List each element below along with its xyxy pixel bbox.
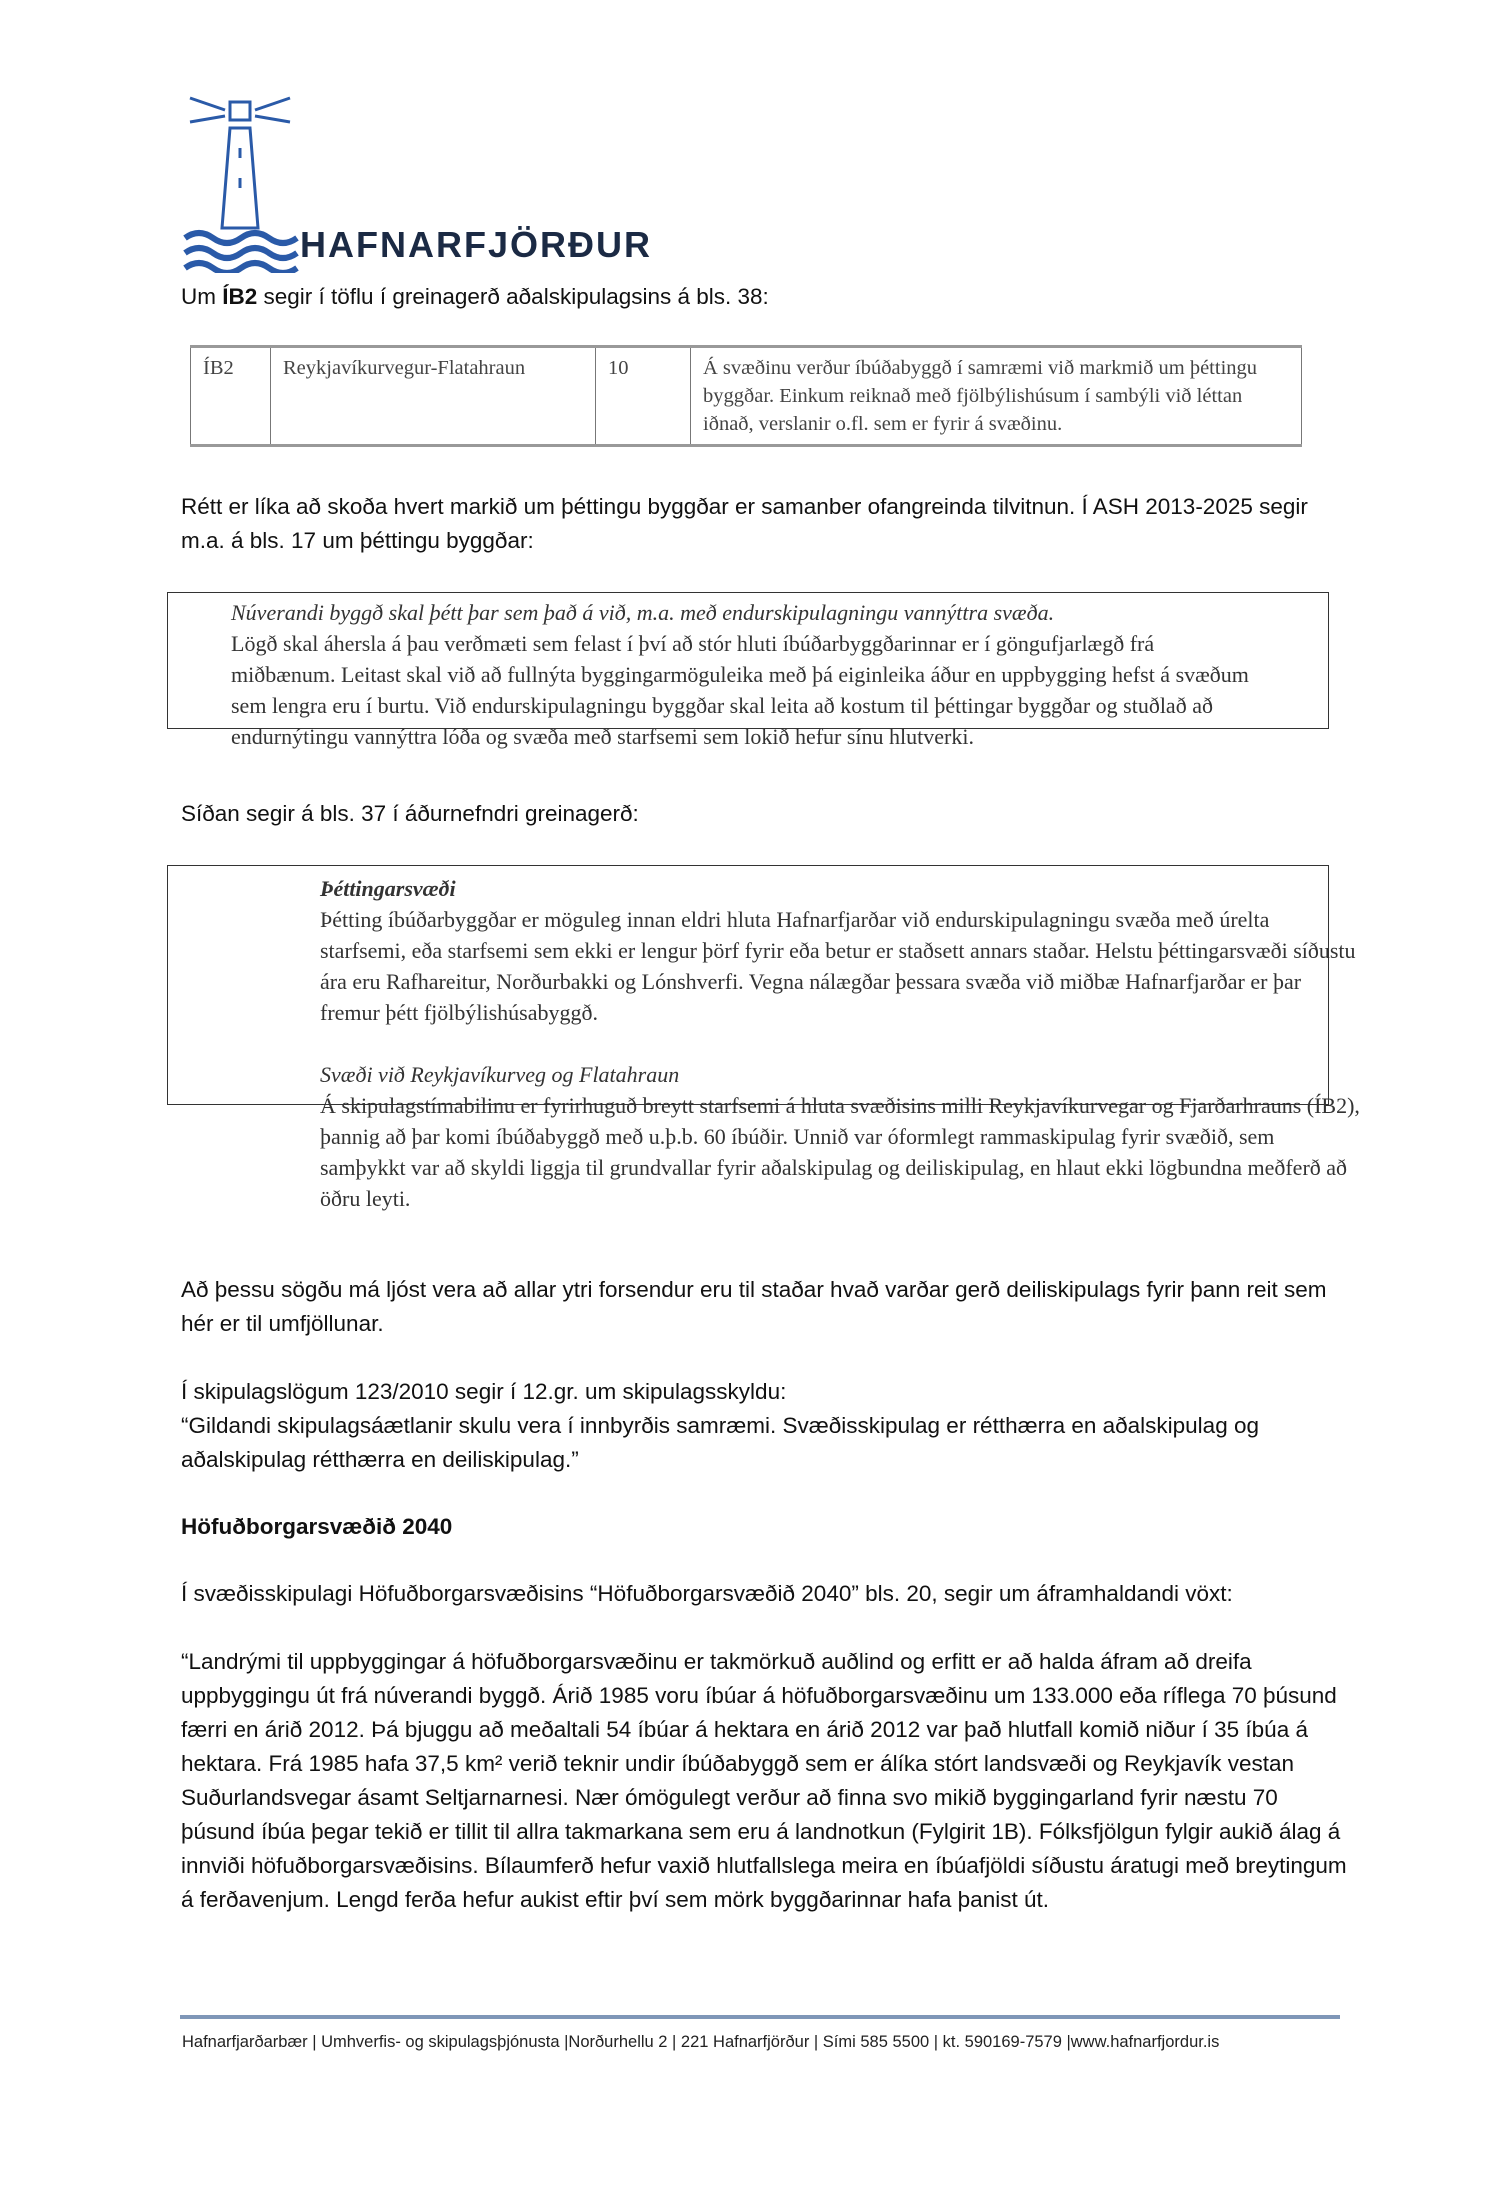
table-cell-name: Reykjavíkurvegur-Flatahraun <box>271 347 596 446</box>
quote-heading: Þéttingarsvæði <box>320 876 456 901</box>
hafnarfjordur-logo <box>180 88 680 273</box>
intro-bold: ÍB2 <box>222 284 258 309</box>
paragraph: Í skipulagslögum 123/2010 segir í 12.gr. um skipulagsskyldu: <box>181 1379 787 1404</box>
quote-text: Á skipulagstímabilinu er fyrirhuguð breytt starfsemi á hluta svæðisins milli Reykjavíkurvegar og Fjarðarhrauns (ÍB2), þannig að þar komi íbúðabyggð með u.þ.b. 60 íbúðir. Unnið var óformlegt rammaskipulag fyrir svæðið, sem samþykkt var að skyldi liggja til grundvallar fyrir aðalskipulag og deiliskipulag, en hlaut ekki lögbundna meðferð að öðru leyti. <box>320 1093 1360 1211</box>
table-row <box>191 347 1302 446</box>
table-cell-number: 10 <box>596 347 691 446</box>
paragraph: Að þessu sögðu má ljóst vera að allar ytri forsendur eru til staðar hvað varðar gerð deiliskipulags fyrir þann reit sem hér er til umfjöllunar. <box>181 1277 1327 1336</box>
quoted-table <box>190 345 1302 447</box>
intro-post: segir í töflu í greinagerð aðalskipulagsins á bls. 38: <box>257 284 769 309</box>
quote-text: Lögð skal áhersla á þau verðmæti sem felast í því að stór hluti íbúðarbyggðarinnar er í göngufjarlægð frá miðbænum. Leitast skal við að fullnýta byggingarmöguleika með þá eiginleika áður en uppbygging hefst á svæðum sem lengra eru í burtu. Við endurskipulagningu byggðar skal leita að kostum til þéttingar byggðar og stuðlað að endurnýtingu vannýttra lóða og svæða með starfsemi sem lokið hefur sínu hlutverki. <box>231 631 1249 749</box>
quote-ash <box>231 597 1261 752</box>
intro-text <box>181 280 1351 314</box>
paragraph: “Landrými til uppbyggingar á höfuðborgarsvæðinu er takmörkuð auðlind og erfitt er að halda áfram að dreifa uppbyggingu út frá núverandi byggð. Árið 1985 voru íbúar á höfuðborgarsvæðinu um 133.000 eða ríflega 70 þúsund færri en árið 2012. Þá bjuggu að meðaltali 54 íbúar á hektara en árið 2012 var það hlutfall komið niður í 35 íbúa á hektara. Frá 1985 hafa 37,5 km² verið teknir undir íbúðabyggð sem er álíka stórt landsvæði og Reykjavík vestan Suðurlandsvegar ásamt Seltjarnarnesi. Nær ómögulegt verður að finna svo mikið byggingarland fyrir næstu 70 þúsund íbúa þegar tekið er tillit til allra takmarkana sem eru á landnotkun (Fylgirit 1B). Fólksfjölgun fylgir aukið álag á innviði höfuðborgarsvæðisins. Bílaumferð hefur vaxið hlutfallslega meira en íbúafjöldi síðustu áratugi með breytingum á ferðavenjum. Lengd ferða hefur aukist eftir því sem mörk byggðarinnar hafa þanist út. <box>181 1649 1347 1912</box>
intro-pre: Um <box>181 284 223 309</box>
logo-text: HAFNARFJÖRÐUR <box>300 224 652 265</box>
quote-text: Þétting íbúðarbyggðar er möguleg innan eldri hluta Hafnarfjarðar við endurskipulagningu svæða með úrelta starfsemi, eða starfsemi sem ekki er lengur þörf fyrir eða betur er staðsett annars staðar. Helstu þéttingarsvæði síðustu ára eru Rafhareitur, Norðurbakki og Lónshverfi. Vegna nálægðar þessara svæða við miðbæ Hafnarfjarðar er þar fremur þétt fjölbýlishúsabyggð. <box>320 907 1356 1025</box>
paragraph: Í svæðisskipulagi Höfuðborgarsvæðisins “Höfuðborgarsvæðið 2040” bls. 20, segir um áframhaldandi vöxt: <box>181 1581 1233 1606</box>
section-heading: Höfuðborgarsvæðið 2040 <box>181 1514 453 1539</box>
quote-subheading: Svæði við Reykjavíkurveg og Flatahraun <box>320 1062 680 1087</box>
quote-italic: Núverandi byggð skal þétt þar sem það á við, m.a. með endurskipulagningu vannýttra svæða. <box>231 600 1055 625</box>
table-cell-code: ÍB2 <box>191 347 271 446</box>
footer-text: Hafnarfjarðarbær | Umhverfis- og skipulagsþjónusta |Norðurhellu 2 | 221 Hafnarfjörður | Sími 585 5500 | kt. 590169-7579 |www.hafnarfjordur.is <box>182 2033 1220 2051</box>
footer-divider <box>180 2015 1340 2019</box>
lighthouse-icon <box>180 88 300 273</box>
paragraph: Rétt er líka að skoða hvert markið um þéttingu byggðar er samanber ofangreinda tilvitnun. Í ASH 2013-2025 segir m.a. á bls. 17 um þéttingu byggðar: <box>181 494 1308 553</box>
quote-greinagerd <box>320 873 1360 1214</box>
table-cell-description: Á svæðinu verður íbúðabyggð í samræmi við markmið um þéttingu byggðar. Einkum reiknað með fjölbýlishúsum í sambýli við léttan iðnað, verslanir o.fl. sem er fyrir á svæðinu. <box>691 347 1302 446</box>
paragraph: “Gildandi skipulagsáætlanir skulu vera í innbyrðis samræmi. Svæðisskipulag er rétthærra en aðalskipulag og aðalskipulag rétthærra en deiliskipulag.” <box>181 1413 1259 1472</box>
paragraph: Síðan segir á bls. 37 í áðurnefndri greinagerð: <box>181 801 639 826</box>
